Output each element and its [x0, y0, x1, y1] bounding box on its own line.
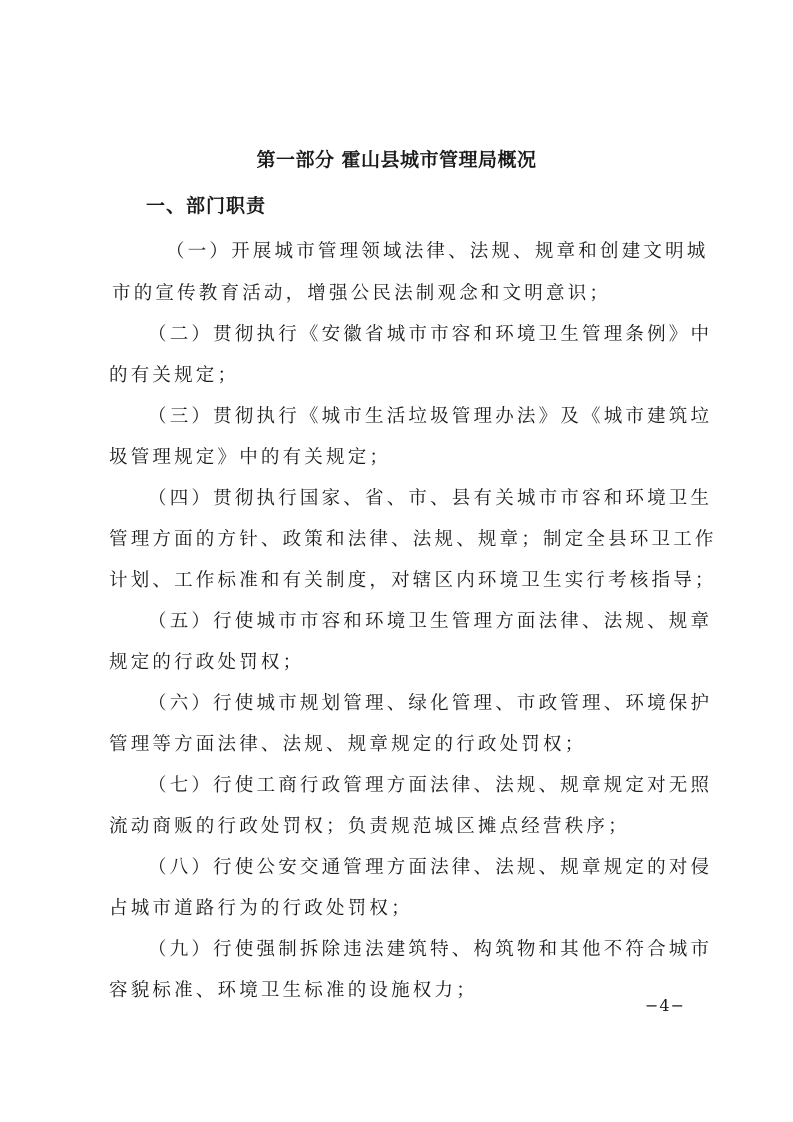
paragraph-5-line-2: 规定的行政处罚权； [109, 652, 305, 673]
paragraph-4-line-3: 计划、工作标准和有关制度，对辖区内环境卫生实行考核指导； [109, 570, 717, 591]
paragraph-7-line-2: 流动商贩的行政处罚权；负责规范城区摊点经营秩序； [109, 816, 630, 837]
paragraph-2-line-1: （二）贯彻执行《安徽省城市市容和环境卫生管理条例》中 [148, 324, 713, 345]
paragraph-6-line-1: （六）行使城市规划管理、绿化管理、市政管理、环境保护 [148, 693, 713, 714]
paragraph-8-line-2: 占城市道路行为的行政处罚权； [109, 898, 413, 919]
paragraph-1-line-1: （一）开展城市管理领域法律、法规、规章和创建文明城 [166, 241, 709, 262]
paragraph-7-line-1: （七）行使工商行政管理方面法律、法规、规章规定对无照 [148, 775, 713, 796]
paragraph-3-line-2: 圾管理规定》中的有关规定； [109, 447, 392, 468]
paragraph-4-line-2: 管理方面的方针、政策和法律、法规、规章；制定全县环卫工作 [109, 529, 717, 550]
paragraph-9-line-1: （九）行使强制拆除违法建筑特、构筑物和其他不符合城市 [148, 939, 713, 960]
paragraph-9-line-2: 容貌标准、环境卫生标准的设施权力； [109, 980, 478, 1001]
paragraph-8-line-1: （八）行使公安交通管理方面法律、法规、规章规定的对侵 [148, 857, 713, 878]
page-number: −4− [645, 996, 685, 1015]
paragraph-3-line-1: （三）贯彻执行《城市生活垃圾管理办法》及《城市建筑垃 [148, 406, 713, 427]
paragraph-4-line-1: （四）贯彻执行国家、省、市、县有关城市市容和环境卫生 [148, 488, 713, 509]
paragraph-2-line-2: 的有关规定； [109, 365, 240, 386]
paragraph-6-line-2: 管理等方面法律、法规、规章规定的行政处罚权； [109, 734, 587, 755]
section-heading: 一、部门职责 [146, 195, 267, 217]
paragraph-1-line-2: 市的宣传教育活动，增强公民法制观念和文明意识； [112, 283, 612, 304]
page-title: 第一部分 霍山县城市管理局概况 [256, 149, 537, 171]
paragraph-5-line-1: （五）行使城市市容和环境卫生管理方面法律、法规、规章 [148, 611, 713, 632]
